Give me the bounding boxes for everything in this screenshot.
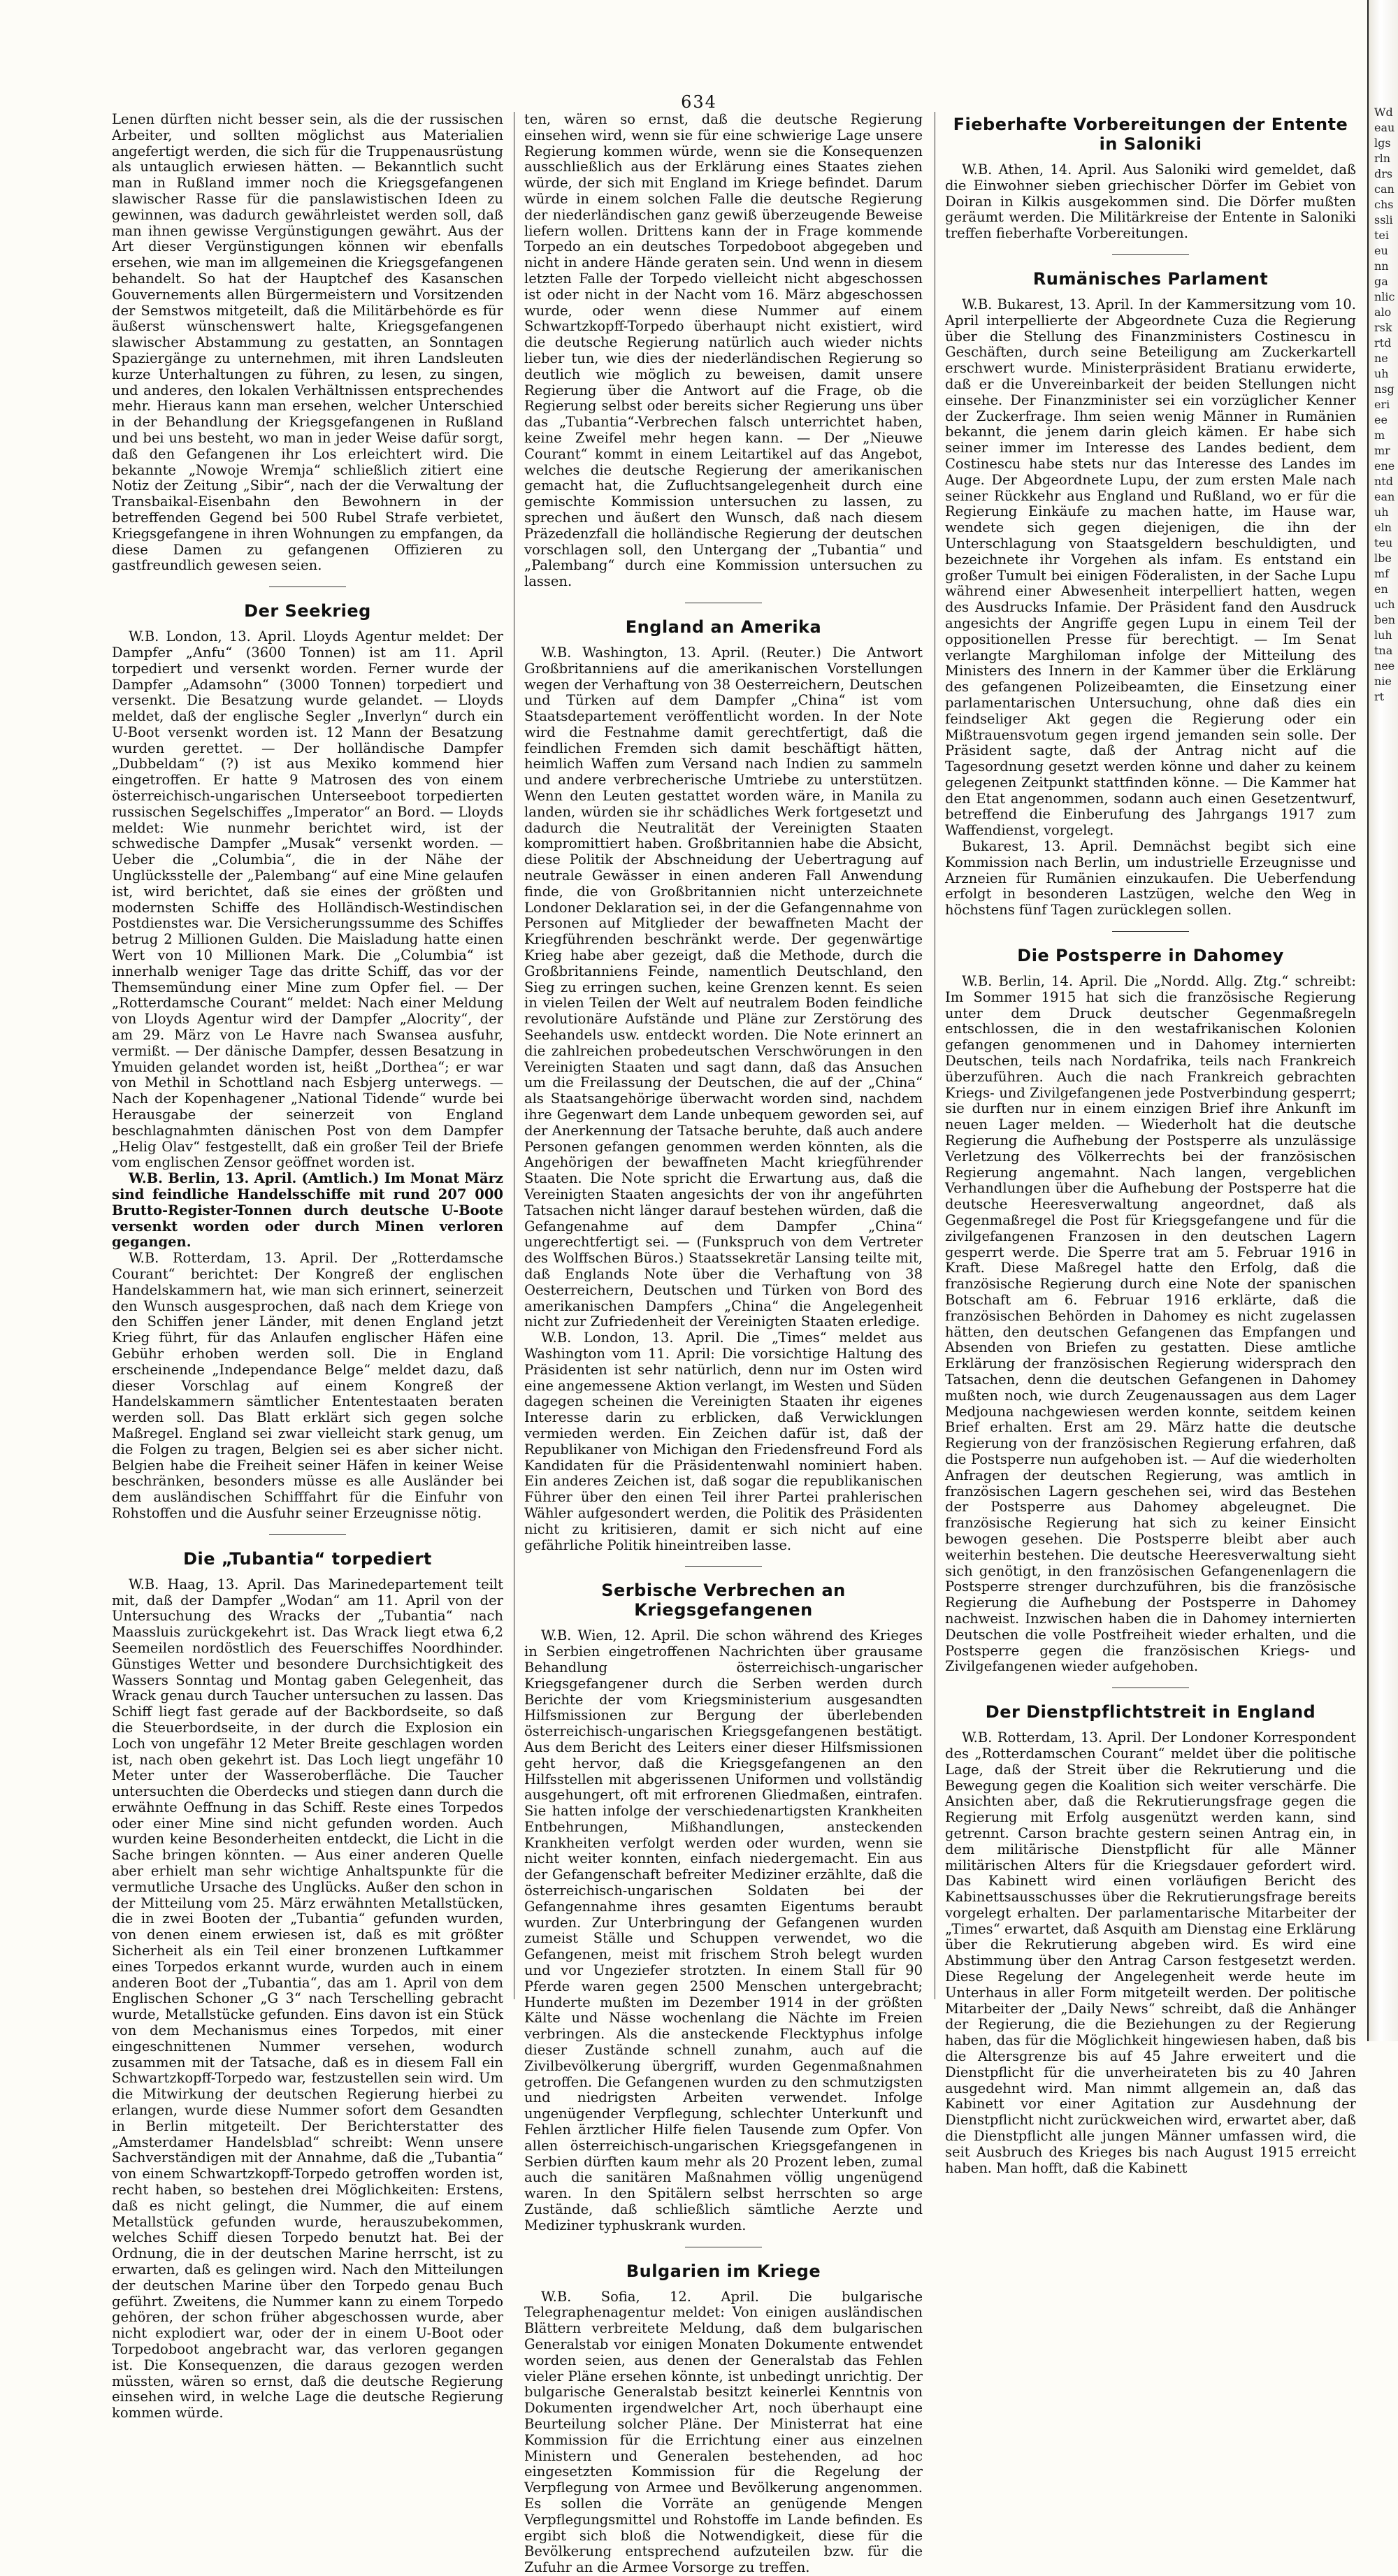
- column-2: [524, 111, 923, 2576]
- section-divider: [1112, 931, 1189, 932]
- adjacent-page-text: Wdeaulgsrlndrscanchsssliteieunnganlicalorskrtdneuhnsgerieemmrenentdeanuhelnteulbemfenuchbenluhtnaneeniert: [1374, 106, 1396, 703]
- article-text: Lenen dürften nicht besser sein, als die der russischen Arbeiter, und sollten möglichst aus Materialien angefertigt werden, die sich für die Truppenausrüstung als untauglich erwiesen hätten. — Bekanntlich sucht man in Rußland immer noch die Kriegsgefangenen slawischer Rasse für die panslawistischen Ideen zu gewinnen, was dadurch gewährleistet werden soll, daß man ihnen gewisse Vergünstigungen gewährt. Aus der Art dieser Vergünstigungen können wir ebenfalls ersehen, wie man im allgemeinen die Kriegsgefangenen behandelt. So hat der Hauptchef des Kasanschen Gouvernements allen Bürgermeistern und Vorsitzenden der Semstwos mitgeteilt, daß die Militärbehörde es für äußerst wünschenswert halte, Kriegsgefangenen slawischer Abstammung zu gestatten, an Sonntagen Spaziergänge zu unternehmen, mit ihren Landsleuten kurze Unterhaltungen zu führen, zu lesen, zu singen, und anderes, den lokalen Verhältnissen entsprechendes mehr. Hieraus kann man ersehen, welcher Unterschied in der Behandlung der Kriegsgefangenen in Rußland und bei uns besteht, wo man in jeder Weise dafür sorgt, daß den Gefangenen ihr Los erleichtert wird. Die bekannte „Nowoje Wremja“ schließlich zitiert eine Notiz der Zeitung „Sibir“, nach der die Verwaltung der Transbaikal-Eisenbahn den Bewohnern in der betreffenden Gegend bei 500 Rubel Strafe verbietet, Kriegsgefangene in ihren Wohnungen zu empfangen, da diese Damen zu gefangenen Offizieren zu gastfreundlich gewesen seien.: [112, 111, 503, 574]
- article-text: W.B. Sofia, 12. April. Die bulgarische Telegraphenagentur meldet: Von einigen ausländischen Blättern verbreitete Meldung, daß dem bulgarischen Generalstab vor einigen Monaten Dokumente entwendet worden seien, aus denen der Generalstab das Fehlen vieler Pläne ersehen könnte, ist unbedingt unrichtig. Der bulgarische Generalstab besitzt keinerlei Kenntnis von Dokumenten irgendwelcher Art, noch überhaupt eine Beurteilung solcher Pläne. Der Ministerrat hat eine Kommission für die Errichtung einer aus einzelnen Ministern und Generalen bestehenden, ad hoc eingesetzten Kommission für die Regelung der Verpflegung von Armee und Bevölkerung angenommen. Es sollen die Vorräte an genügende Mengen Verpflegungsmittel und Rohstoffe im Lande befinden. Es ergibt sich bloß die Notwendigkeit, diese für die Bevölkerung entsprechend aufzuteilen bzw. für die Zufuhr an die Armee Vorsorge zu treffen.: [524, 2288, 923, 2576]
- article-text: W.B. Haag, 13. April. Das Marinedepartement teilt mit, daß der Dampfer „Wodan“ am 11. April von der Untersuchung des Wracks der „Tubantia“ nach Maassluis zurückgekehrt ist. Das Wrack liegt etwa 6,2 Seemeilen nordöstlich des Feuerschiffes Noordhinder. Günstiges Wetter und besondere Durchsichtigkeit des Wassers Sonntag und Montag gaben Gelegenheit, das Wrack genau durch Taucher untersuchen zu lassen. Das Schiff liegt fast gerade auf der Backbordseite, so daß die Steuerbordseite, in der durch die Explosion ein Loch von ungefähr 12 Meter Breite geschlagen worden ist, nach oben gekehrt ist. Das Loch liegt ungefähr 10 Meter unter der Wasseroberfläche. Die Taucher untersuchten die Oberdecks und stiegen dann durch die erwähnte Oeffnung in das Schiff. Reste eines Torpedos oder einer Mine sind nicht gefunden worden. Auch wurden keine Besonderheiten entdeckt, die Licht in die Sache bringen könnten. — Aus einer anderen Quelle aber erhielt man sehr wichtige Anhaltspunkte für die vermutliche Ursache des Unglücks. Außer den schon in der Mitteilung vom 25. März erwähnten Metallstücken, die in zwei Booten der „Tubantia“ gefunden wurden, von denen einem erwiesen ist, daß es mit größter Sicherheit als ein Teil einer bronzenen Luftkammer eines Torpedos erkannt wurde, wurden auch in einem anderen Boot der „Tubantia“, das am 1. April von dem Englischen Schoner „G 3“ nach Terschelling gebracht wurde, Metallstücke gefunden. Eins davon ist ein Stück von dem Mechanismus eines Torpedos, mit einer eingeschnittenen Nummer versehen, wodurch zusammen mit der Tatsache, daß es in diesem Fall ein Schwartzkopff-Torpedo war, festzustellen sein wird. Um die Mitwirkung der deutschen Regierung hierbei zu erlangen, wurde diese Nummer sofort dem Gesandten in Berlin mitgeteilt. Der Berichterstatter des „Amsterdamer Handelsblad“ schreibt: Wenn unsere Sachverständigen mit der Annahme, daß die „Tubantia“ von einem Schwartzkopff-Torpedo getroffen worden ist, recht haben, so bestehen drei Möglichkeiten: Erstens, daß es nicht gelingt, die Nummer, die auf einem Metallstück gefunden wurde, herauszubekommen, welches Schiff diesen Torpedo benutzt hat. Bei der Ordnung, die in der deutschen Marine herrscht, ist zu erwarten, daß es gelingen wird. Nach den Mitteilungen der deutschen Marine über den Torpedo genau Buch geführt. Zweitens, die Nummer kann zu einem Torpedo gehören, der schon früher abgeschossen wurde, aber nicht explodiert war, oder der in einem U-Boot oder Torpedoboot angebracht war, das verloren gegangen ist. Die Konsequenzen, die daraus gezogen werden müssten, wären so ernst, daß die deutsche Regierung einsehen wird, in welche Lage die deutsche Regierung kommen würde.: [112, 1576, 503, 2422]
- article-text: W.B. Rotterdam, 13. April. Der „Rotterdamsche Courant“ berichtet: Der Kongreß der englischen Handelskammern hat, wie man sich erinnert, seinerzeit den Wunsch ausgesprochen, daß nach dem Kriege von den Schiffen jener Länder, mit denen England jetzt Krieg führt, für das Anlaufen englischer Häfen eine Gebühr erhoben werden soll. Die in England erscheinende „Independance Belge“ meldet dazu, daß dieser Vorschlag auf einem Kongreß der Handelskammern sämtlicher Ententestaaten beraten werden soll. Das Blatt erklärt sich gegen solche Maßregel. England sei zwar vielleicht stark genug, um die Folgen zu tragen, Belgien sei es aber sicher nicht. Belgien habe die Freiheit seiner Häfen in keiner Weise beschränken, besonders müsse es alle Ausländer bei dem ausländischen Schifffahrt für die Einfuhr von Rohstoffen und die Ausfuhr seiner Erzeugnisse nötig.: [112, 1250, 503, 1521]
- article-text: Bukarest, 13. April. Demnächst begibt sich eine Kommission nach Berlin, um industrielle Erzeugnisse und Arzneien für Rumänien einzukaufen. Die Ueberfendung erfolgt in besonderen Lastzügen, welche den Weg in höchstens fünf Tagen zurücklegen sollen.: [945, 838, 1356, 919]
- section-heading: Der Dienstpflichtstreit in England: [985, 1702, 1316, 1722]
- section-heading: Rumänisches Parlament: [1032, 268, 1269, 289]
- article-text: W.B. Athen, 14. April. Aus Saloniki wird gemeldet, daß die Einwohner sieben griechischer Dörfer im Gebiet von Doiran in Kilkis ausgekommen sind. Die Dörfer mußten geräumt werden. Die Militärkreise der Entente in Saloniki treffen fieberhafte Vorbereitungen.: [945, 161, 1356, 242]
- column-1: [112, 111, 503, 2422]
- article-text: W.B. London, 13. April. Die „Times“ meldet aus Washington vom 11. April: Die vorsichtige Haltung des Präsidenten ist sehr natürlich, denn nur im Osten wird eine angemessene Aktion verlangt, im Westen und Süden dagegen scheinen die Vereinigten Staaten ihr eigenes Interesse darin zu erblicken, daß Verwicklungen vermieden werden. Ein Zeichen dafür ist, daß der Republikaner von Michigan den Friedensfreund Ford als Kandidaten für die Präsidentenwahl nominiert haben. Ein anderes Zeichen ist, daß sogar die republikanischen Führer über den einen Teil ihrer Partei prahlerischen Wähler aufgesondert werden, die Politik des Präsidenten nicht zu kritisieren, damit er sich nicht auf eine gefährliche Politik hineintreiben lasse.: [524, 1330, 923, 1553]
- section-heading: England an Amerika: [625, 617, 822, 637]
- section-heading: Fieberhafte Vorbereitungen der Entente in Saloniki: [953, 115, 1348, 154]
- article-text: W.B. London, 13. April. Lloyds Agentur meldet: Der Dampfer „Anfu“ (3600 Tonnen) ist am 11. April torpediert und versenkt worden. Ferner wurde der Dampfer „Adamsohn“ (3000 Tonnen) torpediert und versenkt. Die Besatzung wurde gelandet. — Lloyds meldet, daß der englische Segler „Inverlyn“ durch ein U-Boot versenkt worden ist. 12 Mann der Besatzung wurden gerettet. — Der holländische Dampfer „Dubbeldam“ (?) ist aus Mexiko kommend hier eingetroffen. Er hatte 9 Matrosen des von einem österreichisch-ungarischen Unterseeboot torpedierten russischen Segelschiffes „Imperator“ an Bord. — Lloyds meldet: Wie nunmehr berichtet wird, ist der schwedische Dampfer „Musak“ versenkt worden. — Ueber die „Columbia“, die in der Nähe der Unglücksstelle der „Palembang“ auf eine Mine gelaufen ist, wird berichtet, daß sie eines der größten und modernsten Schiffe des Holländisch-Westindischen Postdienstes war. Die Versicherungssumme des Schiffes betrug 2 Millionen Gulden. Die Maisladung hatte einen Wert von 10 Millionen Mark. Die „Columbia“ ist innerhalb weniger Tage das dritte Schiff, das vor der Themsemündung einer Mine zum Opfer fiel. — Der „Rotterdamsche Courant“ meldet: Nach einer Meldung von Lloyds Agentur wird der Dampfer „Alocrity“, der am 29. März von Le Havre nach Swansea ausfuhr, vermißt. — Der dänische Dampfer, dessen Besatzung in Ymuiden gelandet worden ist, heißt „Dorthea“; er war von Methil in Schottland nach Esbjerg unterwegs. — Nach der Kopenhagener „National Tidende“ wurde bei Herausgabe der seinerzeit von England beschlagnahmten dänischen Post von dem Dampfer „Helig Olav“ festgestellt, daß ein großer Teil der Briefe vom englischen Zensor geöffnet worden ist.: [112, 628, 503, 1171]
- article-text: W.B. Berlin, 14. April. Die „Nordd. Allg. Ztg.“ schreibt: Im Sommer 1915 hat sich die französische Regierung unter dem Druck deutscher Gegenmaßregeln entschlossen, die in den westafrikanischen Kolonien gefangen genommenen und in Dahomey internierten Deutschen, teils nach Nordafrika, teils nach Frankreich überzuführen. Auch die nach Frankreich gebrachten Kriegs- und Zivilgefangenen jede Postverbindung gesperrt; sie durften nur in einem einzigen Brief ihre Ankunft im neuen Lager melden. — Wiederholt hat die deutsche Regierung die Aufhebung der Postsperre als unzulässige Verletzung des Völkerrechts bei der französischen Regierung angemahnt. Nach langen, vergeblichen Verhandlungen über die Aufhebung der Postsperre hat die deutsche Heeresverwaltung angeordnet, daß als Gegenmaßregel die Post für Kriegsgefangene und für die zivilgefangenen Franzosen in den deutschen Lagern gesperrt werde. Die Sperre trat am 5. Februar 1916 in Kraft. Diese Maßregel hatte den Erfolg, daß die französische Regierung durch eine Note der spanischen Botschaft am 6. Februar 1916 erklärte, daß die französischen Behörden in Dahomey es nicht zugelassen hätten, den deutschen Gefangenen das Empfangen und Absenden von Briefen zu gestatten. Diese amtliche Erklärung der französischen Regierung widersprach den Tatsachen, denn die deutschen Gefangenen in Dahomey mußten noch, wie durch Zeugenaussagen aus dem Lager Medjouna nachgewiesen werden konnte, seitdem keinen Brief erhalten. Erst am 29. März hatte die deutsche Regierung von der französischen Regierung erfahren, daß die Postsperre nun aufgehoben ist. — Auf die wiederholten Anfragen der deutschen Regierung, was amtlich in französischen Lagern geschehen sei, wird das Bestehen der Postsperre aus Dahomey abgeleugnet. Die französische Regierung hat sich zu keiner Einsicht bewogen gesehen. Die Postsperre bleibt aber auch weiterhin bestehen. Die deutsche Heeresverwaltung sieht sich genötigt, in den französischen Gefangenenlagern die Postsperre strenger durchzuführen, bis die französische Regierung die Aufhebung der Postsperre in Dahomey nachweist. Inzwischen haben die in Dahomey internierten Deutschen die volle Postfreiheit wieder erhalten, und die Postsperre gegen die französischen Kriegs- und Zivilgefangenen wieder aufgehoben.: [945, 973, 1356, 1675]
- column-3: [945, 112, 1356, 2176]
- article-text: ten, wären so ernst, daß die deutsche Regierung einsehen wird, wenn sie für eine schwierige Lage unsere Regierung kommen würde, wenn sie die Konsequenzen ausschließlich aus der Erklärung eines Staates ziehen würde, der sich mit England im Kriege befindet. Darum würde in einem solchen Falle die deutsche Regierung der niederländischen ganz gewiß überzeugende Beweise liefern wollen. Drittens kann der in Frage kommende Torpedo an ein deutsches Torpedoboot abgegeben und nicht in andere Hände geraten sein. Und wenn in diesem letzten Falle der Torpedo vielleicht nicht abgeschossen ist oder nicht in der Nacht vom 16. März abgeschossen wurde, oder wenn diese Nummer auf einem Schwartzkopff-Torpedo überhaupt nicht existiert, wird die deutsche Regierung natürlich auch wieder nichts lieber tun, wie dies der niederländischen Regierung so deutlich wie möglich zu beweisen, damit unsere Regierung über die Antwort auf die Frage, ob die Regierung selbst oder bereits sicher Regierung uns über das „Tubantia“-Verbrechen falsch unterrichtet haben, keine Zweifel mehr hegen kann. — Der „Nieuwe Courant“ kommt in einem Leitartikel auf das Angebot, welches die deutsche Regierung der amerikanischen gemacht hat, die Zufluchtsangelegenheit durch eine gemischte Kommission untersuchen zu lassen, zu sprechen und äußert den Wunsch, daß nach diesem Präzedenzfall die holländische Regierung der deutschen vorschlagen soll, den Untergang der „Tubantia“ und „Palembang“ durch eine Kommission untersuchen zu lassen.: [524, 111, 923, 590]
- page-number: 634: [681, 92, 717, 112]
- section-heading: Serbische Verbrechen an Kriegsgefangenen: [601, 1581, 846, 1620]
- section-heading: Die „Tubantia“ torpediert: [183, 1548, 432, 1569]
- section-heading: Bulgarien im Kriege: [626, 2261, 821, 2281]
- adjacent-page-edge: [1367, 0, 1398, 2041]
- article-text: W.B. Berlin, 13. April. (Amtlich.) Im Monat März sind feindliche Handelsschiffe mit rund 207 000 Brutto-Register-Tonnen durch deutsche U-Boote versenkt worden oder durch Minen verloren gegangen.: [112, 1170, 503, 1251]
- section-divider: [1112, 254, 1189, 255]
- section-heading: Die Postsperre in Dahomey: [1017, 946, 1284, 966]
- section-heading: Der Seekrieg: [244, 601, 371, 621]
- article-text: W.B. Wien, 12. April. Die schon während des Krieges in Serbien eingetroffenen Nachrichten über grausame Behandlung österreichisch-ungarischer Kriegsgefangener durch die Serben werden durch Berichte der vom Kriegsministerium ausgesandten Hilfsmissionen zur Bergung der überlebenden österreichisch-ungarischen Kriegsgefangenen bestätigt. Aus dem Bericht des Leiters einer dieser Hilfsmissionen geht hervor, daß die Kriegsgefangenen an den Hilfsstellen mit abgerissenen Uniformen und vollständig ausgehungert, oft mit erfrorenen Gliedmaßen, eintrafen. Sie hatten infolge der verschiedenartigsten Krankheiten Entbehrungen, Mißhandlungen, ansteckenden Krankheiten verfolgt werden oder wurden, wenn sie nicht weiter konnten, einfach niedergemacht. Ein aus der Gefangenschaft befreiter Mediziner erzählte, daß die österreichisch-ungarischen Soldaten bei der Gefangennahme ihres gesamten Eigentums beraubt wurden. Zur Unterbringung der Gefangenen wurden zumeist Ställe und Schuppen verwendet, wo die Gefangenen, meist mit frischem Stroh belegt wurden und vor Ungeziefer strotzten. In einem Stall für 90 Pferde waren gegen 2500 Menschen untergebracht; Hunderte mußten im Dezember 1914 in der größten Kälte und Nässe wochenlang die Nächte im Freien verbringen. Als die ansteckende Flecktyphus infolge dieser Zustände schnell zunahm, auch auf die Zivilbevölkerung übergriff, wurden Gegenmaßnahmen getroffen. Die Gefangenen wurden zu den schmutzigsten und niedrigsten Arbeiten verwendet. Infolge ungenügender Verpflegung, schlechter Unterkunft und Fehlen ärztlicher Hilfe fielen Tausende zum Opfer. Von allen österreichisch-ungarischen Kriegsgefangenen in Serbien dürften kaum mehr als 20 Prozent leben, zumal auch die sanitären Maßnahmen völlig ungenügend waren. In den Spitälern selbst herrschten so arge Zustände, daß schließlich sämtliche Aerzte und Mediziner typhuskrank wurden.: [524, 1627, 923, 2233]
- article-text: W.B. Rotterdam, 13. April. Der Londoner Korrespondent des „Rotterdamschen Courant“ meldet über die politische Lage, daß der Streit über die Rekrutierung und die Bewegung gegen die Koalition sich weiter verschärfe. Die Ansichten aber, daß die Rekrutierungsfrage gegen die Regierung mit Erfolg ausgenützt werden kann, sind getrennt. Carson brachte gestern seinen Antrag ein, in dem militärische Dienstpflicht für alle Männer militärischen Alters für die Kriegsdauer gefordert wird. Das Kabinett wird einen vorläufigen Bericht des Kabinettsausschusses über die Rekrutierungsfrage bereits vorgelegt erhalten. Der parlamentarische Mitarbeiter der „Times“ erwartet, daß Asquith am Dienstag eine Erklärung über die Rekrutierung abgeben wird. Es wird eine Abstimmung über den Antrag Carson festgesetzt werden. Diese Regelung der Angelegenheit werde heute im Unterhaus in aller Form mitgeteilt werden. Der politische Mitarbeiter der „Daily News“ schreibt, daß die Anhänger der Regierung, die die Beziehungen zu der Regierung haben, das für die Möglichkeit hingewiesen haben, daß bis die Altersgrenze bis auf 45 Jahre erweitert und die Dienstpflicht für die unverheirateten bis zu 40 Jahren ausgedehnt wird. Man nimmt allgemein an, daß das Kabinett vor einer Agitation zur Ausdehnung der Dienstpflicht nicht zurückweichen wird, erwartet aber, daß die Dienstpflicht alle jungen Männer umfassen wird, die seit Ausbruch des Krieges bis nach August 1915 erreicht haben. Man hofft, daß die Kabinett: [945, 1729, 1356, 2176]
- article-text: W.B. Washington, 13. April. (Reuter.) Die Antwort Großbritanniens auf die amerikanischen Vorstellungen wegen der Verhaftung von 38 Oesterreichern, Deutschen und Türken auf dem Dampfer „China“ ist vom Staatsdepartement veröffentlicht worden. In der Note wird die Festnahme damit gerechtfertigt, daß die feindlichen Fremden sich damit beschäftigt hätten, heimlich Waffen zum Versand nach Indien zu sammeln und andere verbrecherische Umtriebe zu unterstützen. Wenn den Leuten gestattet worden wäre, in Manila zu landen, würden sie ihr schädliches Werk fortgesetzt und dadurch die Neutralität der Vereinigten Staaten kompromittiert haben. Großbritannien habe die Absicht, diese Politik der Abschneidung der Uebertragung auf neutrale Gewässer in einen anderen Fall Anwendung finde, die von Großbritannien nicht unterzeichnete Londoner Deklaration sei, in der die Gefangennahme von Personen auf Mitglieder der bewaffneten Macht der Kriegführenden beschränkt werde. Der gegenwärtige Krieg habe aber gezeigt, daß die Methode, durch die Großbritanniens Feinde, namentlich Deutschland, den Sieg zu erringen suchen, keine Grenzen kennt. Es seien in vielen Teilen der Welt auf neutralem Boden feindliche revolutionäre Aufstände und Pläne zur Zerstörung des Seehandels usw. entdeckt worden. Die Note erinnert an die zahlreichen probedeutschen Verschwörungen in den Vereinigten Staaten und sagt dann, daß das Ansuchen um die Freilassung der Deutschen, die auf der „China“ als Staatsangehörige überwacht worden sind, nachdem ihre Gegenwart dem Lande unbequem geworden sei, auf der Anerkennung der Tatsache beruhte, daß auch andere Personen gefangen genommen werden könnten, als die Angehörigen der bewaffneten Macht kriegführender Staaten. Die Note spricht die Erwartung aus, daß die Vereinigten Staaten angesichts der von ihr angeführten Tatsachen nicht länger darauf bestehen würden, daß die Gefangenahme auf dem Dampfer „China“ ungerechtfertigt sei. — (Funkspruch von dem Vertreter des Wolffschen Büros.) Staatssekretär Lansing teilte mit, daß Englands Note über die Verhaftung von 38 Oesterreichern, Deutschen und Türken von Bord des amerikanischen Dampfers „China“ die Angelegenheit nicht zur Zufriedenheit der Vereinigten Staaten erledige.: [524, 644, 923, 1330]
- section-divider: [269, 1534, 346, 1535]
- article-text: W.B. Bukarest, 13. April. In der Kammersitzung vom 10. April interpellierte der Abgeordnete Cuza die Regierung über die Stellung des Finanzministers Costinescu in Geschäften, durch seine Beteiligung am Zuckerkartell erschwert wurde. Ministerpräsident Bratianu erwiderte, daß er die Unvereinbarkeit der beiden Stellungen nicht einsehe. Der Finanzminister sei ein vorzüglicher Kenner der Zuckerfrage. Ihm seien wenig Männer in Rumänien bekannt, die jenem darin gleich kämen. Er habe sich seiner immer im Interesse des Landes bedient, dem Costinescu habe stets nur das Interesse des Landes im Auge. Der Abgeordnete Lupu, der zum ersten Male nach seiner Rückkehr aus England und Rußland, wo er für die Regierung Einkäufe zu machen hatte, im Hause war, wendete sich gegen diejenigen, die ihn der Unterschlagung von Staatsgeldern beschuldigten, und bezeichnete ihr Vorgehen als infam. Es entstand ein großer Tumult bei einigen Föderalisten, in der Sache Lupu während einer Abwesenheit interpelliert hatten, wegen des Ausdrucks Infamie. Der Präsident fand den Ausdruck angesichts der Angriffe gegen Lupu in einem Teil der oppositionellen Presse für berechtigt. — Im Senat verlangte Marghiloman infolge der Mitteilung des Ministers des Innern in der Kammer über die Erklärung des gefangenen Polizeibeamten, die Einsetzung einer parlamentarischen Untersuchung, ohne daß dies ein feindseliger Akt gegen die Regierung oder ein Mißtrauensvotum gegen irgend jemanden sein solle. Der Präsident sagte, daß der Antrag nicht auf die Tagesordnung gesetzt werden könne und daher zu keinem gelegenen Zeitpunkt stattfinden könne. — Die Kammer hat den Etat angenommen, sodann auch einen Gesetzentwurf, betreffend die Einberufung des Jahrgangs 1917 zum Waffendienst, vorgelegt.: [945, 296, 1356, 839]
- section-divider: [685, 1566, 762, 1567]
